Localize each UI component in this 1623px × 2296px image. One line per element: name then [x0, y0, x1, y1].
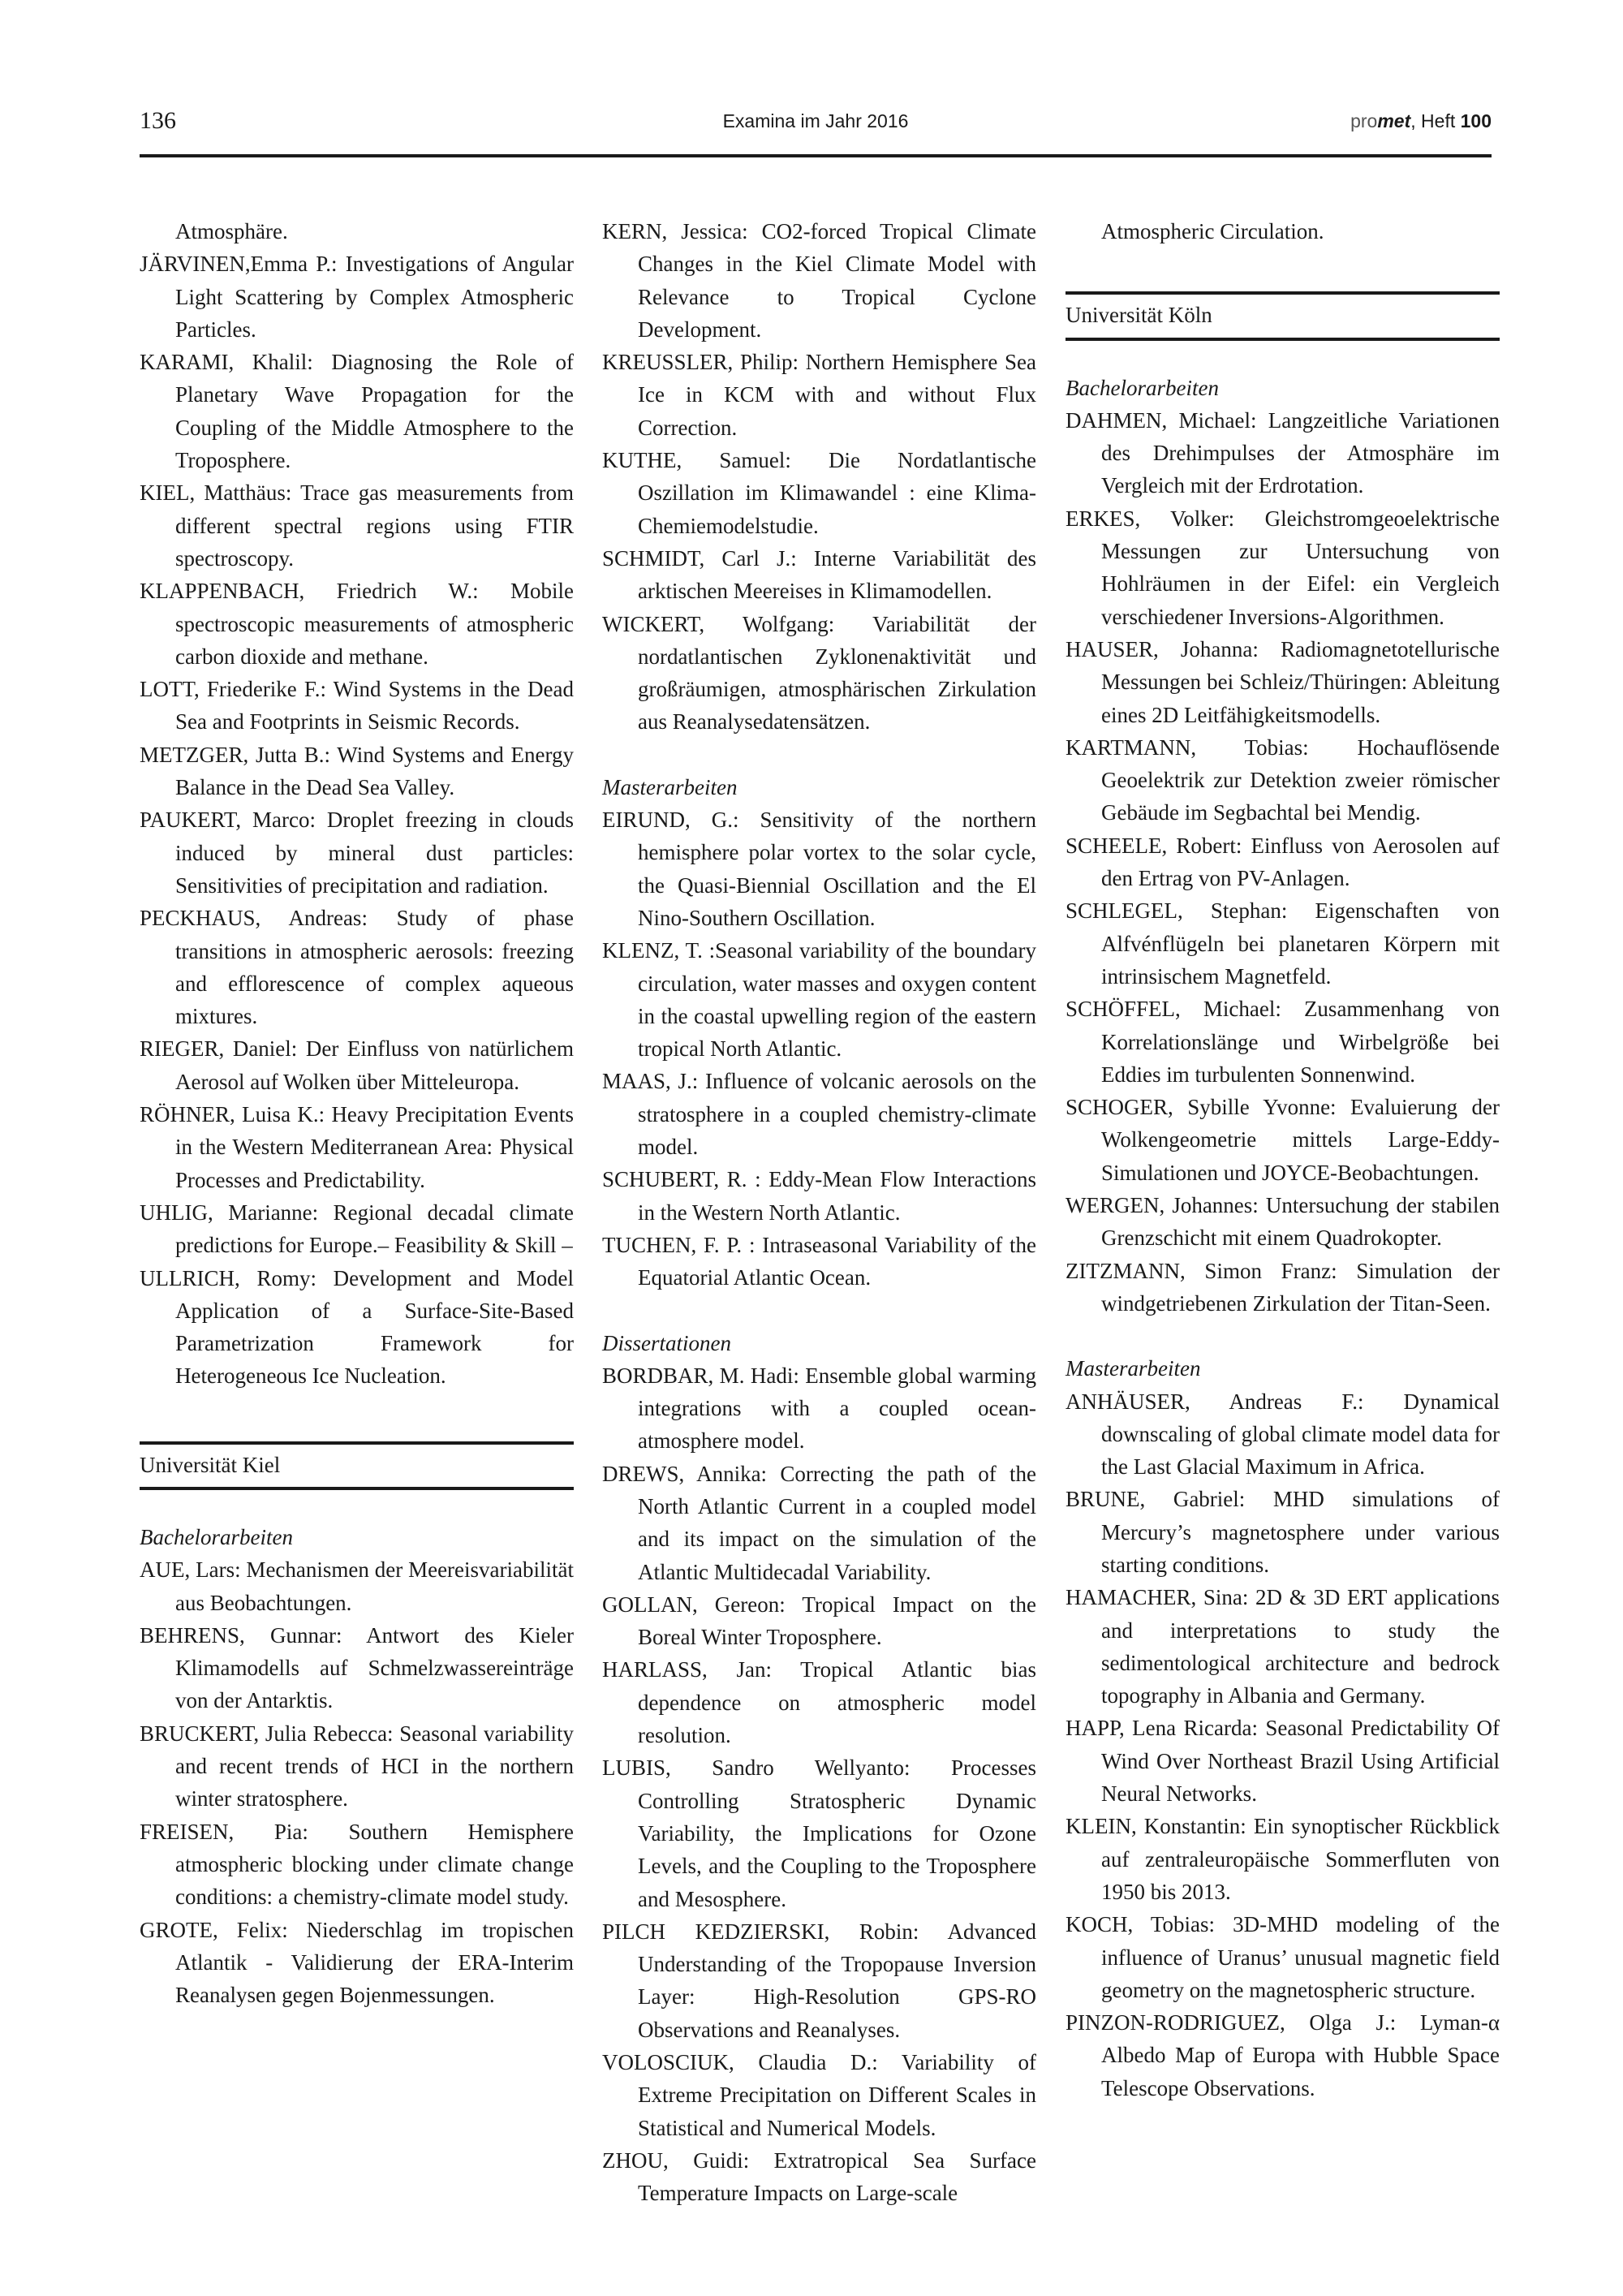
list-item: KARTMANN, Tobias: Hochauflösende Geoelektrik zur Detektion zweier römischer Gebäude im Segbachtal bei Mendig. [1065, 734, 1500, 825]
list-item: PECKHAUS, Andreas: Study of phase transitions in atmospheric aerosols: freezing and efflorescence of complex aqueous mixtures. [140, 906, 574, 1029]
list-item: PILCH KEDZIERSKI, Robin: Advanced Understanding of the Tropopause Inversion Layer: High-Resolution GPS-RO Observations and Reanalyses. [602, 1919, 1036, 2042]
list-item: KUTHE, Samuel: Die Nordatlantische Oszillation im Klimawandel : eine Klima-Chemiemodelstudie. [602, 448, 1036, 538]
list-item: HAPP, Lena Ricarda: Seasonal Predictability Of Wind Over Northeast Brazil Using Artificial Neural Networks. [1065, 1716, 1500, 1807]
list-item: KREUSSLER, Philip: Northern Hemisphere Sea Ice in KCM with and without Flux Correction. [602, 350, 1036, 440]
list-item: HARLASS, Jan: Tropical Atlantic bias dependence on atmospheric model resolution. [602, 1657, 1036, 1748]
list-item: KLENZ, T. :Seasonal variability of the boundary circulation, water masses and oxygen content in the coastal upwelling region of the eastern tropical North Atlantic. [602, 938, 1036, 1062]
category-heading: Dissertationen [602, 1330, 731, 1355]
list-item: PINZON-RODRIGUEZ, Olga J.: Lyman-α Albedo Map of Europa with Hubble Space Telescope Observations. [1065, 2010, 1500, 2100]
journal-issue [1350, 110, 1492, 132]
list-item: KOCH, Tobias: 3D-MHD modeling of the influence of Uranus’ unusual magnetic field geometry on the magnetospheric structure. [1065, 1912, 1500, 2002]
list-item: WICKERT, Wolfgang: Variabilität der nordatlantischen Zyklonenaktivität und großräumigen, atmosphärischen Zirkulation aus Reanalysedatensätzen. [602, 611, 1036, 734]
list-item: DREWS, Annika: Correcting the path of the North Atlantic Current in a coupled model and its impact on the simulation of the Atlantic Multidecadal Variability. [602, 1461, 1036, 1584]
list-item: SCHEELE, Robert: Einfluss von Aerosolen auf den Ertrag von PV-Anlagen. [1065, 833, 1500, 891]
list-item: ZITZMANN, Simon Franz: Simulation der windgetriebenen Zirkulation der Titan-Seen. [1065, 1258, 1500, 1316]
list-item: DAHMEN, Michael: Langzeitliche Variationen des Drehimpulses der Atmosphäre im Vergleich mit der Erdrotation. [1065, 407, 1500, 498]
category-heading: Bachelorarbeiten [140, 1524, 293, 1549]
entry-list [1065, 1385, 1500, 2105]
list-item: HAUSER, Johanna: Radiomagnetotellurische Messungen bei Schleiz/Thüringen: Ableitung eines 2D Leitfähigkeitsmodells. [1065, 636, 1500, 727]
list-item: Atmosphäre. [175, 219, 288, 243]
category-heading: Bachelorarbeiten [1065, 375, 1219, 400]
category-heading: Masterarbeiten [602, 774, 738, 799]
running-title: Examina im Jahr 2016 [722, 110, 909, 131]
list-item: EIRUND, G.: Sensitivity of the northern hemisphere polar vortex to the solar cycle, the Quasi-Biennial Oscillation and the El Nino-Southern Oscillation. [602, 808, 1036, 930]
list-item: LUBIS, Sandro Wellyanto: Processes Controlling Stratospheric Dynamic Variability, the Implications for Ozone Levels, and the Coupling to the Troposphere and Mesosphere. [602, 1755, 1036, 1911]
list-item: KERN, Jessica: CO2-forced Tropical Climate Changes in the Kiel Climate Model with Relevance to Tropical Cyclone Development. [602, 219, 1036, 342]
list-item: RIEGER, Daniel: Der Einfluss von natürlichem Aerosol auf Wolken über Mitteleuropa. [140, 1036, 574, 1094]
entry-list [602, 803, 1036, 1294]
list-item: KLAPPENBACH, Friedrich W.: Mobile spectroscopic measurements of atmospheric carbon dioxide and methane. [140, 579, 574, 669]
list-item: ZHOU, Guidi: Extratropical Sea Surface Temperature Impacts on Large-scale [602, 2147, 1036, 2206]
entry-list [140, 215, 574, 1393]
list-item: SCHOGER, Sybille Yvonne: Evaluierung der Wolkengeometrie mittels Large-Eddy-Simulationen und JOYCE-Beobachtungen. [1065, 1095, 1500, 1185]
list-item: SCHUBERT, R. : Eddy-Mean Flow Interactions in the Western North Atlantic. [602, 1167, 1036, 1225]
issue-prefix: , Heft [1410, 110, 1461, 131]
list-item: RÖHNER, Luisa K.: Heavy Precipitation Events in the Western Mediterranean Area: Physical Processes and Predictability. [140, 1102, 574, 1192]
journal-name-met: met [1377, 110, 1411, 131]
list-item: Atmospheric Circulation. [1101, 219, 1324, 243]
list-item: VOLOSCIUK, Claudia D.: Variability of Extreme Precipitation on Different Scales in Statistical and Numerical Models. [602, 2050, 1036, 2140]
list-item: BEHRENS, Gunnar: Antwort des Kieler Klimamodells auf Schmelzwassereinträge von der Antarktis. [140, 1622, 574, 1713]
list-item: GOLLAN, Gereon: Tropical Impact on the Boreal Winter Troposphere. [602, 1592, 1036, 1650]
university-heading: Universität Kiel [140, 1441, 574, 1490]
list-item: TUCHEN, F. P. : Intraseasonal Variability of the Equatorial Atlantic Ocean. [602, 1232, 1036, 1290]
list-item: ERKES, Volker: Gleichstromgeoelektrische Messungen zur Untersuchung von Hohlräumen in der Eifel: ein Vergleich verschiedener Inversions-Algorithmen. [1065, 506, 1500, 629]
entry-list [140, 1553, 574, 2011]
list-item: ANHÄUSER, Andreas F.: Dynamical downscaling of global climate model data for the Last Glacial Maximum in Africa. [1065, 1389, 1500, 1480]
column-1 [140, 215, 574, 2011]
list-item: BORDBAR, M. Hadi: Ensemble global warming integrations with a coupled ocean-atmosphere model. [602, 1363, 1036, 1454]
list-item: SCHMIDT, Carl J.: Interne Variabilität des arktischen Meereises in Klimamodellen. [602, 545, 1036, 604]
page-header [140, 107, 1492, 148]
list-item: BRUCKERT, Julia Rebecca: Seasonal variability and recent trends of HCI in the northern winter stratosphere. [140, 1721, 574, 1811]
list-item: GROTE, Felix: Niederschlag im tropischen Atlantik - Validierung der ERA-Interim Reanalysen gegen Bojenmessungen. [140, 1917, 574, 2008]
list-item: KLEIN, Konstantin: Ein synoptischer Rückblick auf zentraleuropäische Sommerfluten von 1950 bis 2013. [1065, 1814, 1500, 1904]
list-item: AUE, Lars: Mechanismen der Meereisvariabilität aus Beobachtungen. [140, 1557, 574, 1615]
list-item: HAMACHER, Sina: 2D & 3D ERT applications and interpretations to study the sedimentological architecture and bedrock topography in Albania and Germany. [1065, 1585, 1500, 1708]
list-item: WERGEN, Johannes: Untersuchung der stabilen Grenzschicht mit einem Quadrokopter. [1065, 1193, 1500, 1251]
category-heading: Masterarbeiten [1065, 1356, 1201, 1381]
list-item: MAAS, J.: Influence of volcanic aerosols on the stratosphere in a coupled chemistry-climate model. [602, 1069, 1036, 1160]
issue-number: 100 [1460, 110, 1492, 131]
list-item: KIEL, Matthäus: Trace gas measurements from different spectral regions using FTIR spectroscopy. [140, 480, 574, 571]
header-rule [140, 154, 1492, 157]
list-item: JÄRVINEN,Emma P.: Investigations of Angular Light Scattering by Complex Atmospheric Particles. [140, 252, 574, 342]
list-item: ULLRICH, Romy: Development and Model Application of a Surface-Site-Based Parametrization Framework for Heterogeneous Ice Nucleation. [140, 1265, 574, 1389]
list-item: PAUKERT, Marco: Droplet freezing in clouds induced by mineral dust particles: Sensitivities of precipitation and radiation. [140, 808, 574, 898]
journal-name-pro: pro [1350, 110, 1378, 131]
column-2 [602, 215, 1036, 2210]
list-item: BRUNE, Gabriel: MHD simulations of Mercury’s magnetosphere under various starting conditions. [1065, 1487, 1500, 1577]
list-item: UHLIG, Marianne: Regional decadal climate predictions for Europe.– Feasibility & Skill – [140, 1200, 574, 1258]
list-item: FREISEN, Pia: Southern Hemisphere atmospheric blocking under climate change conditions: a chemistry-climate model study. [140, 1819, 574, 1910]
page-number: 136 [140, 107, 176, 134]
column-3 [1065, 215, 1500, 2104]
list-item: METZGER, Jutta B.: Wind Systems and Energy Balance in the Dead Sea Valley. [140, 742, 574, 800]
list-item: SCHÖFFEL, Michael: Zusammenhang von Korrelationslänge und Wirbelgröße bei Eddies im turbulenten Sonnenwind. [1065, 997, 1500, 1087]
entry-list [602, 215, 1036, 739]
list-item: SCHLEGEL, Stephan: Eigenschaften von Alfvénflügeln bei planetaren Körpern mit intrinsischem Magnetfeld. [1065, 898, 1500, 989]
entry-list [602, 1359, 1036, 2210]
entry-list [1065, 215, 1500, 248]
list-item: KARAMI, Khalil: Diagnosing the Role of Planetary Wave Propagation for the Coupling of the Middle Atmosphere to the Troposphere. [140, 350, 574, 473]
list-item: LOTT, Friederike F.: Wind Systems in the Dead Sea and Footprints in Seismic Records. [140, 677, 574, 734]
university-heading: Universität Köln [1065, 291, 1500, 340]
entry-list [1065, 404, 1500, 1320]
